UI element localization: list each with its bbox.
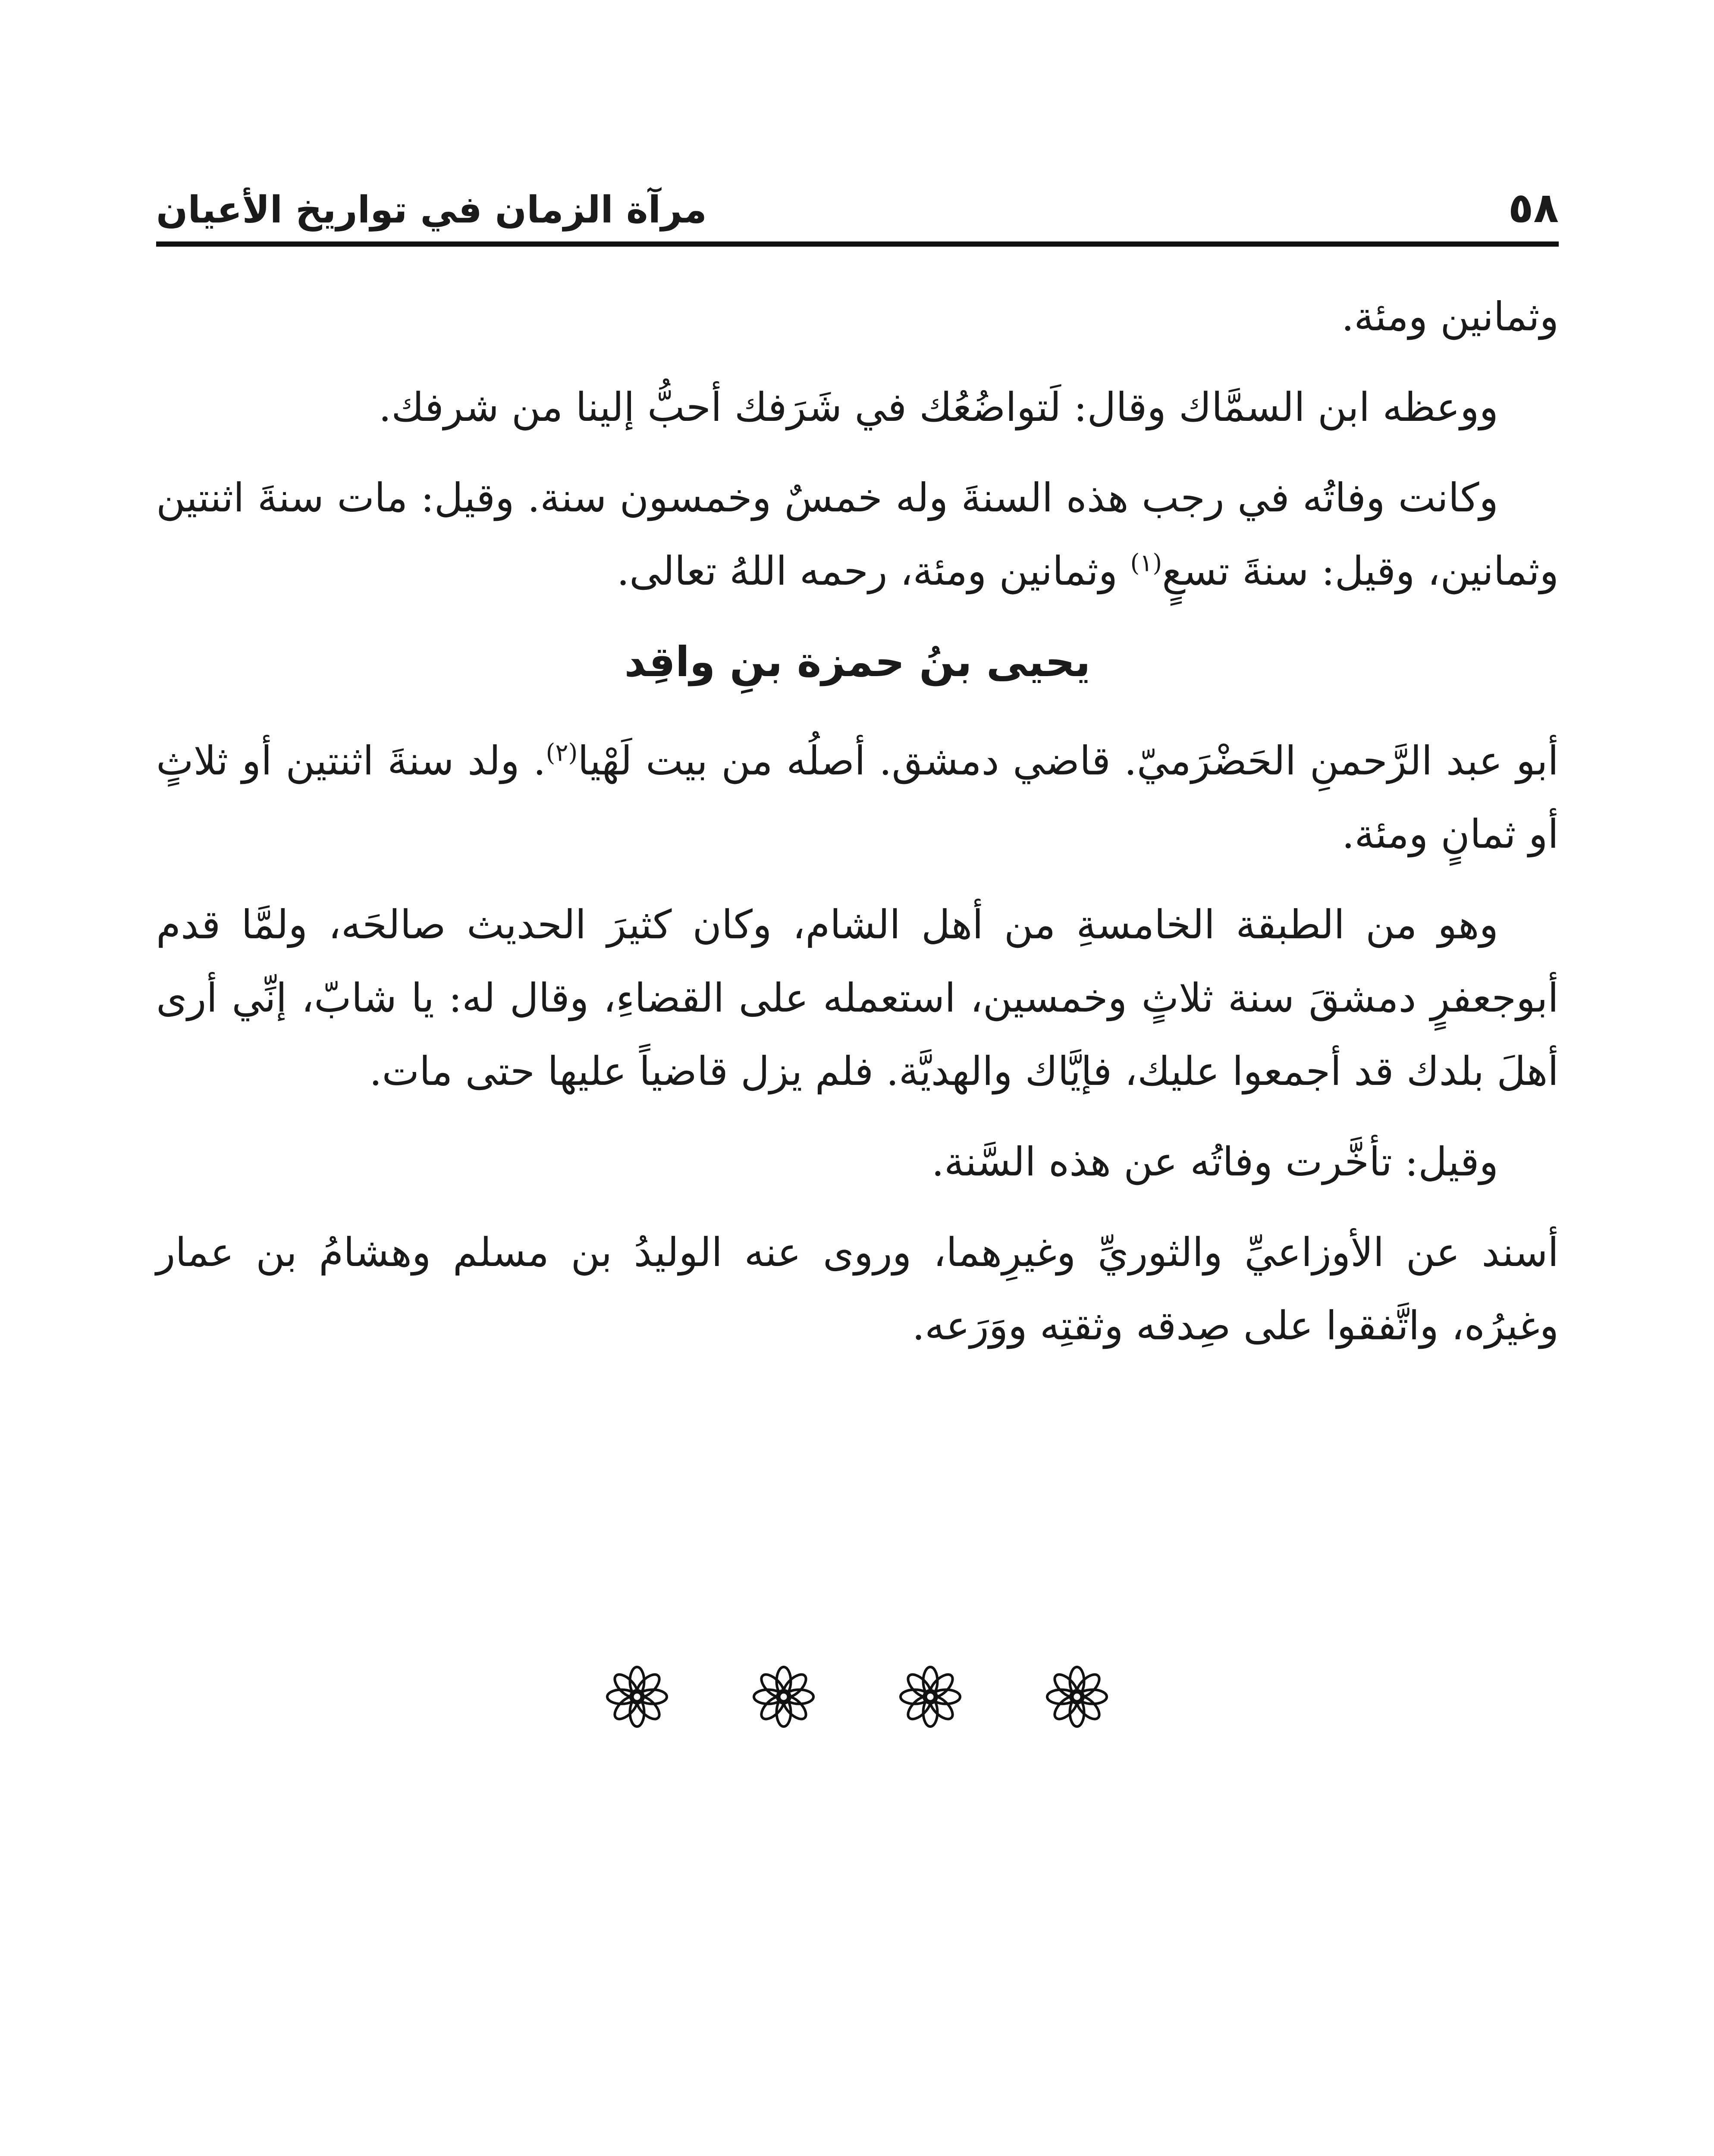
paragraph-death-text-end: وثمانين ومئة، رحمه اللهُ تعالى.	[616, 548, 1130, 594]
paragraph-narration: أسند عن الأوزاعيِّ والثوريِّ وغيرِهما، وروى عنه الوليدُ بن مسلم وهشامُ بن عمار وغيرُه، واتَّفقوا على صِدقه وثقتِه ووَرَعه.	[156, 1229, 1559, 1349]
flower-ornament-icon	[751, 1664, 816, 1729]
paragraph-bio-text: أبو عبد الرَّحمنِ الحَضْرَميّ. قاضي دمشق. أصلُه من بيت لَهْيا	[578, 738, 1559, 784]
flower-ornament-icon	[898, 1664, 963, 1729]
section-heading: يحيى بنُ حمزة بنِ واقِد	[624, 638, 1091, 686]
paragraph-sermon: ووعظه ابن السمَّاك وقال: لَتواضُعُك في شَرَفك أحبُّ إلينا من شرفك.	[379, 384, 1498, 430]
header-divider	[156, 241, 1559, 247]
paragraph-continuation: وثمانين ومئة.	[1341, 294, 1559, 340]
page-number: ٥٨	[1508, 184, 1559, 232]
paragraph-judgeship: وهو من الطبقة الخامسةِ من أهل الشام، وكان كثيرَ الحديث صالحَه، ولمَّا قدم أبوجعفرٍ دمشقَ سنة ثلاثٍ وخمسين، استعمله على القضاءِ، وقال له: يا شابّ، إنِّي أرى أهلَ بلدك قد أجمعوا عليك، فإيَّاك والهديَّة. فلم يزل قاضياً عليها حتى مات.	[156, 902, 1559, 1094]
paragraph-bio	[156, 724, 1559, 871]
flower-ornament-icon	[1045, 1664, 1109, 1729]
footnote-ref-1[interactable]: (١)	[1130, 549, 1162, 577]
running-title: مرآة الزمان في تواريخ الأعيان	[156, 188, 707, 232]
page-header	[156, 129, 1559, 232]
paragraph-death	[156, 461, 1559, 608]
section-ornaments	[0, 1664, 1714, 1751]
flower-ornament-icon	[605, 1664, 669, 1729]
footnote-ref-2[interactable]: (٢)	[546, 739, 578, 767]
paragraph-alt-death: وقيل: تأخَّرت وفاتُه عن هذه السَّنة.	[931, 1139, 1498, 1185]
main-text	[156, 280, 1559, 1380]
paragraph-bio-text-end: . ولد سنةَ اثنتين أو ثلاثٍ أو ثمانٍ ومئة.	[156, 738, 1559, 857]
paragraph-death-text: وكانت وفاتُه في رجب هذه السنةَ وله خمسٌ وخمسون سنة. وقيل: مات سنةَ اثنتين وثمانين، وقيل: سنةَ تسعٍ	[156, 475, 1559, 594]
